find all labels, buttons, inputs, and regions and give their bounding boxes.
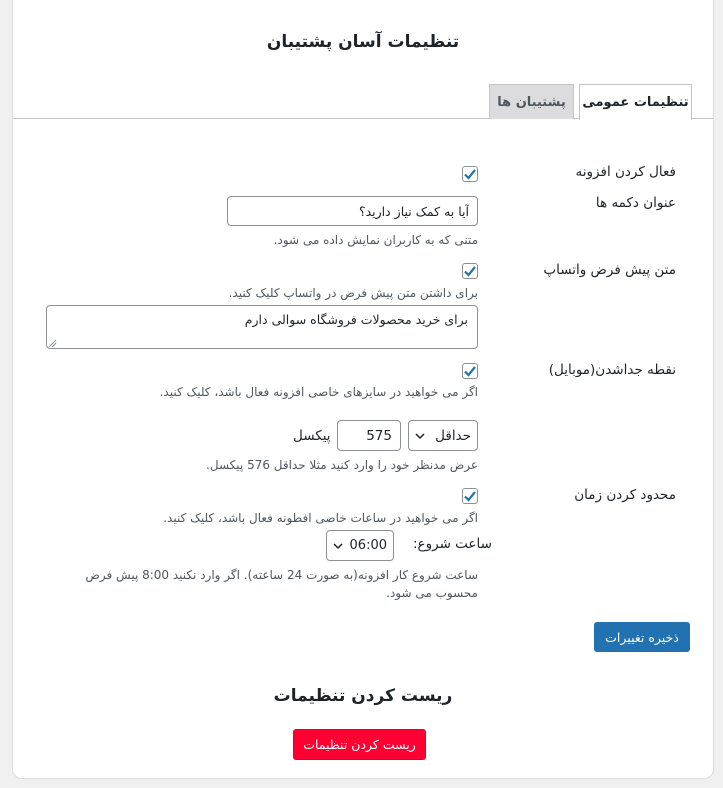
whatsapp-text-description: برای داشتن متن پیش فرض در واتساپ کلیک کنید. bbox=[228, 286, 478, 300]
tab-supporters[interactable]: پشتیبان ها bbox=[489, 84, 574, 119]
start-time-hint-line1: ساعت شروع کار افزونه(به صورت 24 ساعته). اگر وارد نکنید 8:00 پیش فرض bbox=[85, 568, 478, 582]
left-margin bbox=[0, 0, 5, 788]
mobile-breakpoint-checkbox[interactable] bbox=[462, 363, 478, 379]
start-time-select[interactable] bbox=[326, 530, 394, 561]
checkmark-icon bbox=[463, 264, 477, 278]
start-time-label: ساعت شروع: bbox=[413, 536, 492, 552]
whatsapp-text-checkbox[interactable] bbox=[462, 263, 478, 279]
button-title-description: متنی که به کاربران نمایش داده می شود. bbox=[273, 233, 478, 247]
breakpoint-number-input[interactable] bbox=[337, 420, 401, 451]
breakpoint-hint: عرض مدنظر خود را وارد کنید مثلا حداقل 576 پیکسل. bbox=[206, 458, 478, 472]
time-limit-label: محدود کردن زمان bbox=[574, 487, 676, 503]
time-limit-description: اگر می خواهید در ساعات خاصی افطونه فعال باشد، کلیک کنید. bbox=[163, 511, 478, 525]
mobile-breakpoint-description: اگر می خواهید در سایزهای خاصی افزونه فعال باشد، کلیک کنید. bbox=[159, 385, 478, 399]
checkmark-icon bbox=[463, 364, 477, 378]
enable-plugin-checkbox[interactable] bbox=[462, 166, 478, 182]
checkmark-icon bbox=[463, 167, 477, 181]
button-title-input[interactable] bbox=[227, 196, 478, 226]
checkmark-icon bbox=[463, 489, 477, 503]
min-max-select-value: حداقل bbox=[435, 427, 471, 444]
reset-settings-title: ریست کردن تنظیمات bbox=[273, 686, 453, 706]
resize-handle-icon[interactable] bbox=[48, 339, 57, 348]
settings-card bbox=[12, 0, 714, 779]
button-title-label: عنوان دکمه ها bbox=[595, 195, 676, 211]
tab-general-settings[interactable]: تنظیمات عمومی bbox=[579, 84, 692, 120]
page-title: تنظیمات آسان پشتیبان bbox=[266, 32, 460, 52]
time-limit-checkbox[interactable] bbox=[462, 488, 478, 504]
chevron-down-icon bbox=[333, 542, 343, 550]
whatsapp-text-textarea[interactable]: برای خرید محصولات فروشگاه سوالی دارم bbox=[46, 305, 478, 349]
whatsapp-text-label: متن پیش فرض واتساپ bbox=[543, 262, 676, 278]
chevron-down-icon bbox=[415, 432, 425, 440]
mobile-breakpoint-label: نقطه جداشدن(موبایل) bbox=[548, 362, 676, 378]
start-time-hint-line2: محسوب می شود. bbox=[386, 586, 478, 600]
save-changes-button[interactable]: ذخیره تغییرات bbox=[594, 622, 690, 652]
enable-plugin-label: فعال کردن افزونه bbox=[575, 164, 676, 180]
start-time-value: 06:00 bbox=[349, 538, 387, 553]
min-max-select[interactable] bbox=[408, 420, 478, 451]
reset-settings-button[interactable]: ریست کردن تنظیمات bbox=[293, 729, 426, 760]
pixel-unit-label: پیکسل bbox=[293, 428, 331, 444]
